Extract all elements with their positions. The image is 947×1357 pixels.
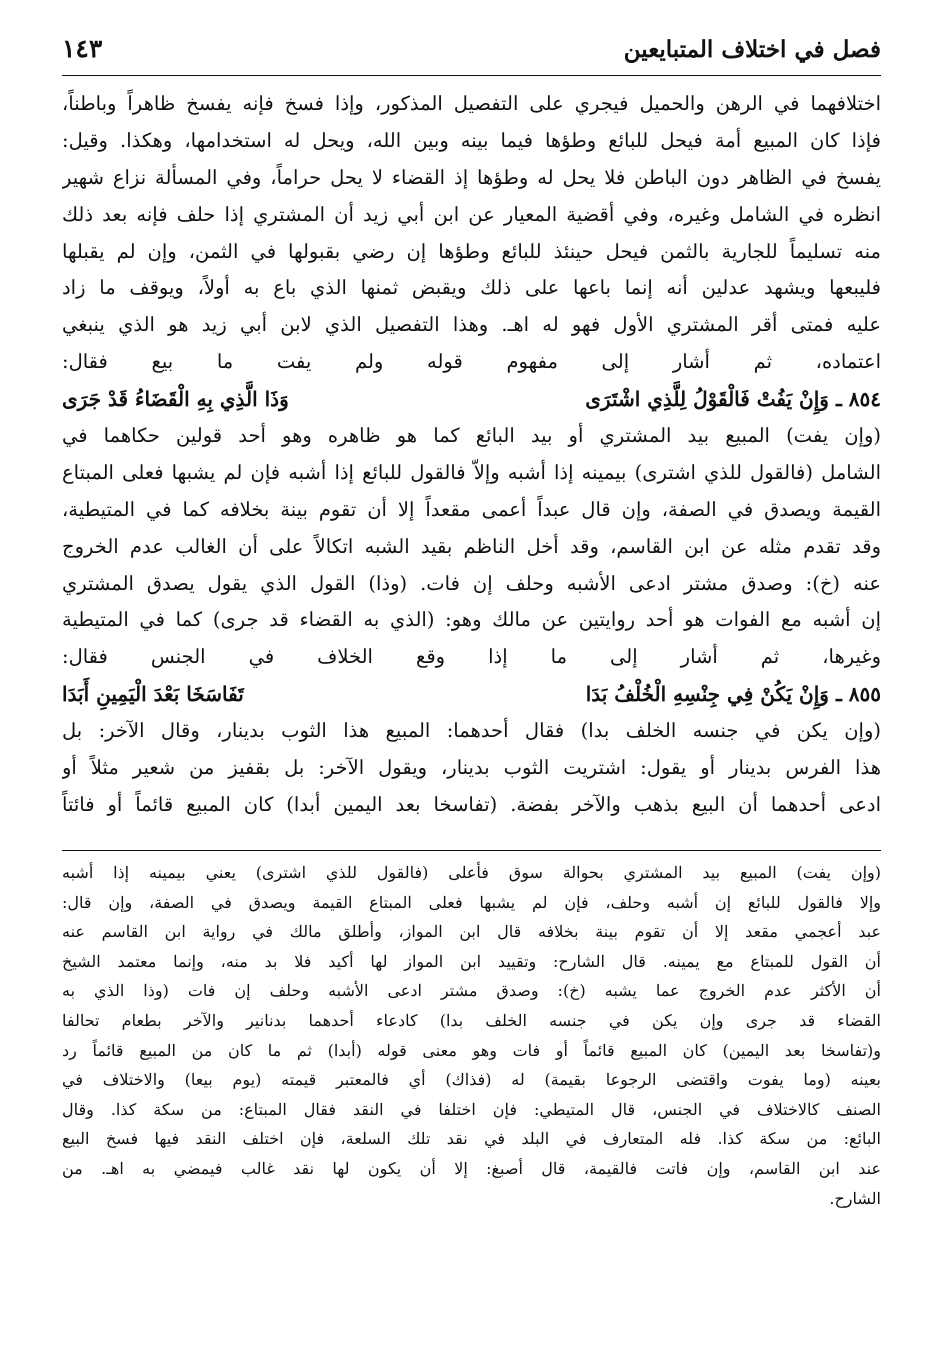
text-line: اختلافهما في الرهن والحميل فيجري على التفصيل المذكور، وإذا فسخ فإنه يفسخ ظاهراً وباطناً،	[62, 92, 881, 115]
footnote-line: بعينه (وما يفوت واقتضى الرجوعا بقيمة) له (فذاك) أي فالمعتبر قيمته (يوم بيعا) والاختلاف في	[62, 1070, 881, 1090]
page-header	[62, 30, 881, 76]
text-line: عليه فمتى أقر المشتري الأول فهو له اهـ. وهذا التفصيل الذي لابن أبي زيد هو الذي ينبغي	[62, 313, 881, 337]
footnote-line: أن الأكثر عدم الخروج عما يشبه (خ): وصدق مشتر ادعى الأشبه وحلف إن فات (وذا الذي به	[62, 981, 881, 1001]
verse-second-hemistich: تَفَاسَخَا بَعْدَ الْيَمِينِ أَبَدَا	[62, 682, 244, 707]
text-line: وقد تقدم مثله عن ابن القاسم، وقد أخل الناظم بقيد الشبه اتكالاً على أن الغالب عدم الخروج	[62, 534, 881, 558]
verse-number: ٨٥٥ ـ	[835, 682, 881, 707]
text-line: انظره في الشامل وغيره، وفي أقضية المعيار عن ابن أبي زيد أن المشتري إذا حلف فإنه بعد ذلك	[62, 202, 881, 226]
text-line: (وإن يفت) المبيع بيد المشتري أو بيد البائع كما هو ظاهره وهو أحد قولين حكاهما في	[62, 424, 881, 448]
text-line: اعتماده، ثم أشار إلى مفهوم قوله ولم يفت ما بيع فقال:	[62, 350, 881, 374]
footnote-line: البائع: من سكة كذا. فله المتعارف في البلد في نقد تلك السلعة، فإن اختلف النقد فيها فسخ البيع	[62, 1129, 881, 1149]
verse-second-hemistich: وَذَا الَّذِي بِهِ الْقَضَاءُ قَدْ جَرَى	[62, 387, 289, 412]
verse-number: ٨٥٤ ـ	[835, 387, 881, 412]
text-line: فليبعها ويشهد عدلين أنه إنما باعها على ذلك ويقبض ثمنها الذي باع به أولاً، ويوقف ما زاد	[62, 276, 881, 300]
text-line: ادعى أحدهما أن البيع بذهب والآخر بفضة. (تفاسخا بعد اليمين أبدا) كان المبيع قائماً أو فائتاً	[62, 792, 881, 816]
footnote-line: (وإن يفت) المبيع بيد المشتري بحوالة سوق فأعلى (فالقول للذي اشترى) يعني بيمينه إذا أشبه	[62, 863, 881, 882]
text-line: عنه (خ): وصدق مشتر ادعى الأشبه وحلف إن فات. (وذا) القول الذي يقول يصدق المشتري	[62, 571, 881, 595]
verse-855	[62, 676, 881, 713]
footnote-line: الصنف كالاختلاف في الجنس، قال المتيطي: فإن اختلفا في النقد فقال المبتاع: من سكة كذا. وقال	[62, 1099, 881, 1119]
footnote-line: وإلا فالقول للبائع إن أشبه وحلف، فإن لم يشبها فعلى المبتاع القيمة ويصدق في الصفة، وإن قال:	[62, 892, 881, 912]
footnote-line: أن القول للمبتاع مع يمينه. قال الشارح: وتقييد ابن المواز لها أكيد فلا بد منه، وإنما معتمد الشيخ	[62, 951, 881, 971]
footnote-line: عبد أعجمي مقعد إلا أن تقوم بينة بخلافه قال ابن المواز، وأطلق مالك في رواية ابن القاسم عنه	[62, 922, 881, 942]
text-line: يفسخ في الظاهر دون الباطن فلا يحل له وطؤها إذ القضاء لا يحل حراماً، وفي المسألة نزاع شهير	[62, 165, 881, 189]
text-line: القيمة ويصدق في الصفة، وإن قال عبداً أعمى مقعداً إلا أن تقوم بينة بخلافه كما في المتيطية،	[62, 497, 881, 521]
verse-854	[62, 381, 881, 418]
footnote-line: و(تفاسخا بعد اليمين) كان المبيع قائماً أو فات وهو معنى قوله (أبدا) ثم ما كان من المبيع قائماً رد	[62, 1040, 881, 1060]
text-line: فإذا كان المبيع أمة فيحل للبائع وطؤها فيما بينه وبين الله، ويحل له استخدامها، وهكذا. وقيل:	[62, 128, 881, 152]
footnotes	[62, 858, 881, 1278]
footnote-line: القضاء قد جرى وإن يكن في جنسه الخلف بدا) كادعاء أحدهما بدنانير والآخر بطعام تحالفا	[62, 1010, 881, 1030]
text-line: (وإن يكن في جنسه الخلف بدا) فقال أحدهما: المبيع هذا الثوب بدينار، وقال الآخر: بل	[62, 719, 881, 743]
text-line: الشامل (فالقول للذي اشترى) بيمينه إذا أشبه وإلاّ فالقول للبائع إذا أشبه فإن لم يشبها فعلى المبتاع	[62, 460, 881, 484]
chapter-title: فصل في اختلاف المتبايعين	[623, 36, 881, 63]
verse-first-hemistich: وَإِنْ يَكُنْ فِي جِنْسِهِ الْخُلْفُ بَدَا	[585, 682, 829, 707]
verse-first-hemistich: وَإِنْ يَفُتْ فَالْقَوْلُ لِلَّذِي اشْتَرَى	[585, 387, 829, 412]
text-line: هذا الفرس بدينار أو يقول: اشتريت الثوب بدينار، ويقول الآخر: بل بقفيز من شعير مثلاً أو	[62, 756, 881, 780]
footnote-line: الشارح.	[829, 1188, 881, 1208]
footnote-separator	[62, 850, 881, 851]
text-line: إن أشبه مع الفوات هو أحد روايتين عن مالك وهو: (الذي به القضاء قد جرى) كما في المتيطية	[62, 608, 881, 632]
page-number: ١٤٣	[62, 34, 103, 63]
main-text	[62, 86, 881, 826]
text-line: وغيرها، ثم أشار إلى ما إذا وقع الخلاف في الجنس فقال:	[62, 645, 881, 669]
text-line: منه تسليماً للجارية بالثمن فيحل حينئذ للبائع وطؤها إن رضي بقبولها في الثمن، وإن لم يقبلها	[62, 239, 881, 263]
footnote-line: عند ابن القاسم، وإن فاتت فالقيمة، قال أصبغ: إلا أن يكون لها نقد غالب فيمضي به اهـ. من	[62, 1158, 881, 1178]
header-rule	[62, 75, 881, 76]
